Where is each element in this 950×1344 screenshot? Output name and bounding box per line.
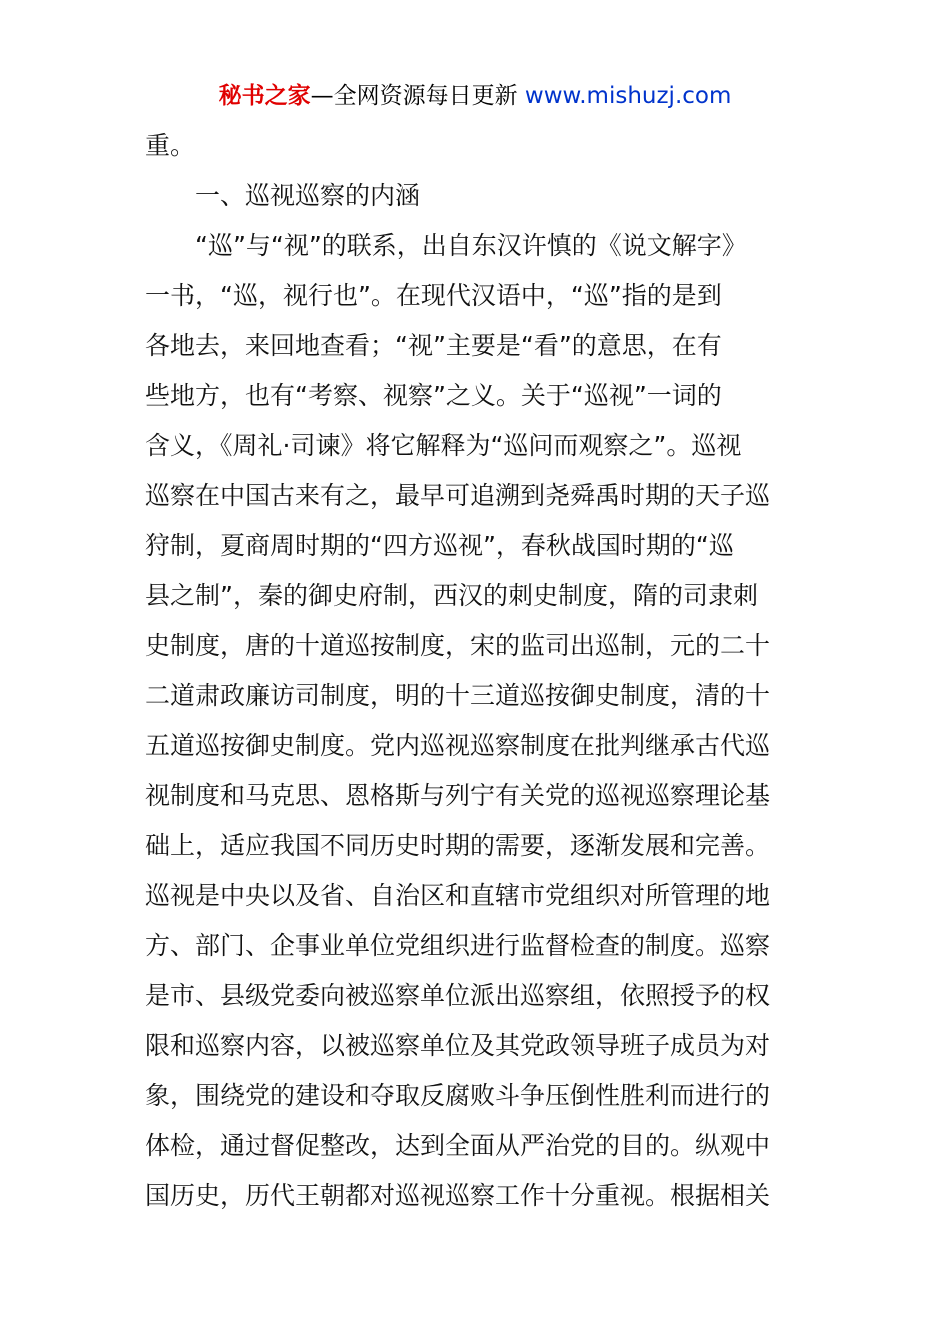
text-line: 方、部门、企事业单位党组织进行监督检查的制度。巡察: [145, 931, 771, 960]
text-line: 象，围绕党的建设和夺取反腐败斗争压倒性胜利而进行的: [145, 1081, 771, 1110]
text-line: 一书，“巡，视行也”。在现代汉语中，“巡”指的是到: [145, 281, 722, 310]
text-line: “巡”与“视”的联系，出自东汉许慎的《说文解字》: [195, 231, 747, 260]
text-line: 各地去，来回地查看；“视”主要是“看”的意思，在有: [145, 331, 722, 360]
section-heading: 一、巡视巡察的内涵: [195, 181, 421, 210]
text-line: 史制度，唐的十道巡按制度，宋的监司出巡制，元的二十: [145, 631, 771, 660]
site-url[interactable]: www.mishuzj.com: [524, 83, 732, 109]
text-line: 巡察在中国古来有之，最早可追溯到尧舜禹时期的天子巡: [145, 481, 771, 510]
text-line: 五道巡按御史制度。党内巡视巡察制度在批判继承古代巡: [145, 731, 771, 760]
header-tagline: —全网资源每日更新: [310, 83, 525, 109]
text-line: 国历史，历代王朝都对巡视巡察工作十分重视。根据相关: [145, 1181, 771, 1210]
text-line: 限和巡察内容，以被巡察单位及其党政领导班子成员为对: [145, 1031, 771, 1060]
text-line: 县之制”，秦的御史府制，西汉的刺史制度，隋的司隶刺: [145, 581, 758, 610]
text-line: 础上，适应我国不同历史时期的需要，逐渐发展和完善。: [145, 831, 771, 860]
text-line: 是市、县级党委向被巡察单位派出巡察组，依照授予的权: [145, 981, 771, 1010]
text-line: 狩制，夏商周时期的“四方巡视”，春秋战国时期的“巡: [145, 531, 734, 560]
text-line: 含义，《周礼·司谏》将它解释为“巡问而观察之”。巡视: [145, 431, 742, 460]
text-line: 体检，通过督促整改，达到全面从严治党的目的。纵观中: [145, 1131, 771, 1160]
brand-name: 秘书之家: [218, 83, 311, 109]
text-line: 二道肃政廉访司制度，明的十三道巡按御史制度，清的十: [145, 681, 771, 710]
text-line: 些地方，也有“考察、视察”之义。关于“巡视”一词的: [145, 381, 722, 410]
text-line: 视制度和马克思、恩格斯与列宁有关党的巡视巡察理论基: [145, 781, 771, 810]
text-line: 重。: [145, 131, 196, 160]
page-header: [0, 80, 950, 112]
text-line: 巡视是中央以及省、自治区和直辖市党组织对所管理的地: [145, 881, 771, 910]
